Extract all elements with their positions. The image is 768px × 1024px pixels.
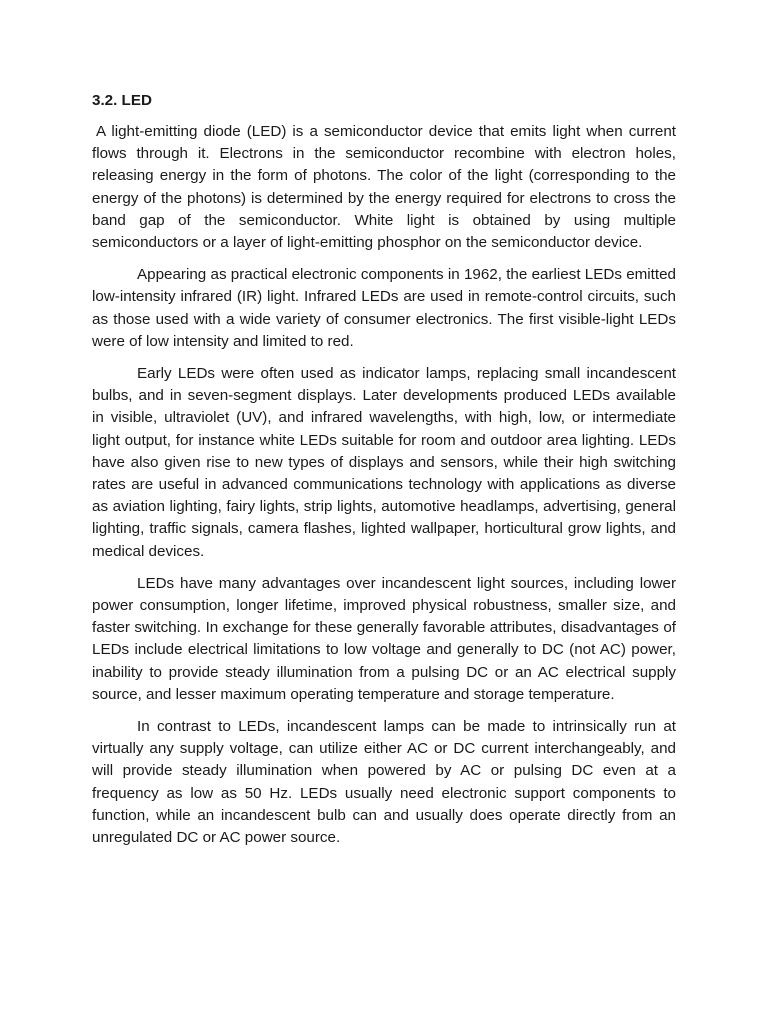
paragraph-comparison: In contrast to LEDs, incandescent lamps can be made to intrinsically run at virtually any supply voltage, can utilize either AC or DC current interchangeably, and will provide steady illumination when powered by AC or pulsing DC even at a frequency as low as 50 Hz. LEDs usually need electronic support components to function, while an incandescent bulb can and usually does operate directly from an unregulated DC or AC power source. <box>92 718 676 847</box>
document-page <box>92 90 676 859</box>
paragraph-advantages: LEDs have many advantages over incandescent light sources, including lower power consumption, longer lifetime, improved physical robustness, smaller size, and faster switching. In exchange for these generally favorable attributes, disadvantages of LEDs include electrical limitations to low voltage and generally to DC (not AC) power, inability to provide steady illumination from a pulsing DC or an AC electrical supply source, and lesser maximum operating temperature and storage temperature. <box>92 574 676 703</box>
paragraph-history: Appearing as practical electronic components in 1962, the earliest LEDs emitted low-intensity infrared (IR) light. Infrared LEDs are used in remote-control circuits, such as those used with a wide variety of consumer electronics. The first visible-light LEDs were of low intensity and limited to red. <box>92 266 676 350</box>
paragraph-intro: A light-emitting diode (LED) is a semiconductor device that emits light when current flows through it. Electrons in the semiconductor recombine with electron holes, releasing energy in the form of photons. The color of the light (corresponding to the energy of the photons) is determined by the energy required for electrons to cross the band gap of the semiconductor. White light is obtained by using multiple semiconductors or a layer of light-emitting phosphor on the semiconductor device. <box>92 123 676 252</box>
section-heading: 3.2. LED <box>92 92 152 109</box>
paragraph-applications: Early LEDs were often used as indicator lamps, replacing small incandescent bulbs, and in seven-segment displays. Later developments produced LEDs available in visible, ultraviolet (UV), and infrared wavelengths, with high, low, or intermediate light output, for instance white LEDs suitable for room and outdoor area lighting. LEDs have also given rise to new types of displays and sensors, while their high switching rates are useful in advanced communications technology with applications as diverse as aviation lighting, fairy lights, strip lights, automotive headlamps, advertising, general lighting, traffic signals, camera flashes, lighted wallpaper, horticultural grow lights, and medical devices. <box>92 365 676 560</box>
